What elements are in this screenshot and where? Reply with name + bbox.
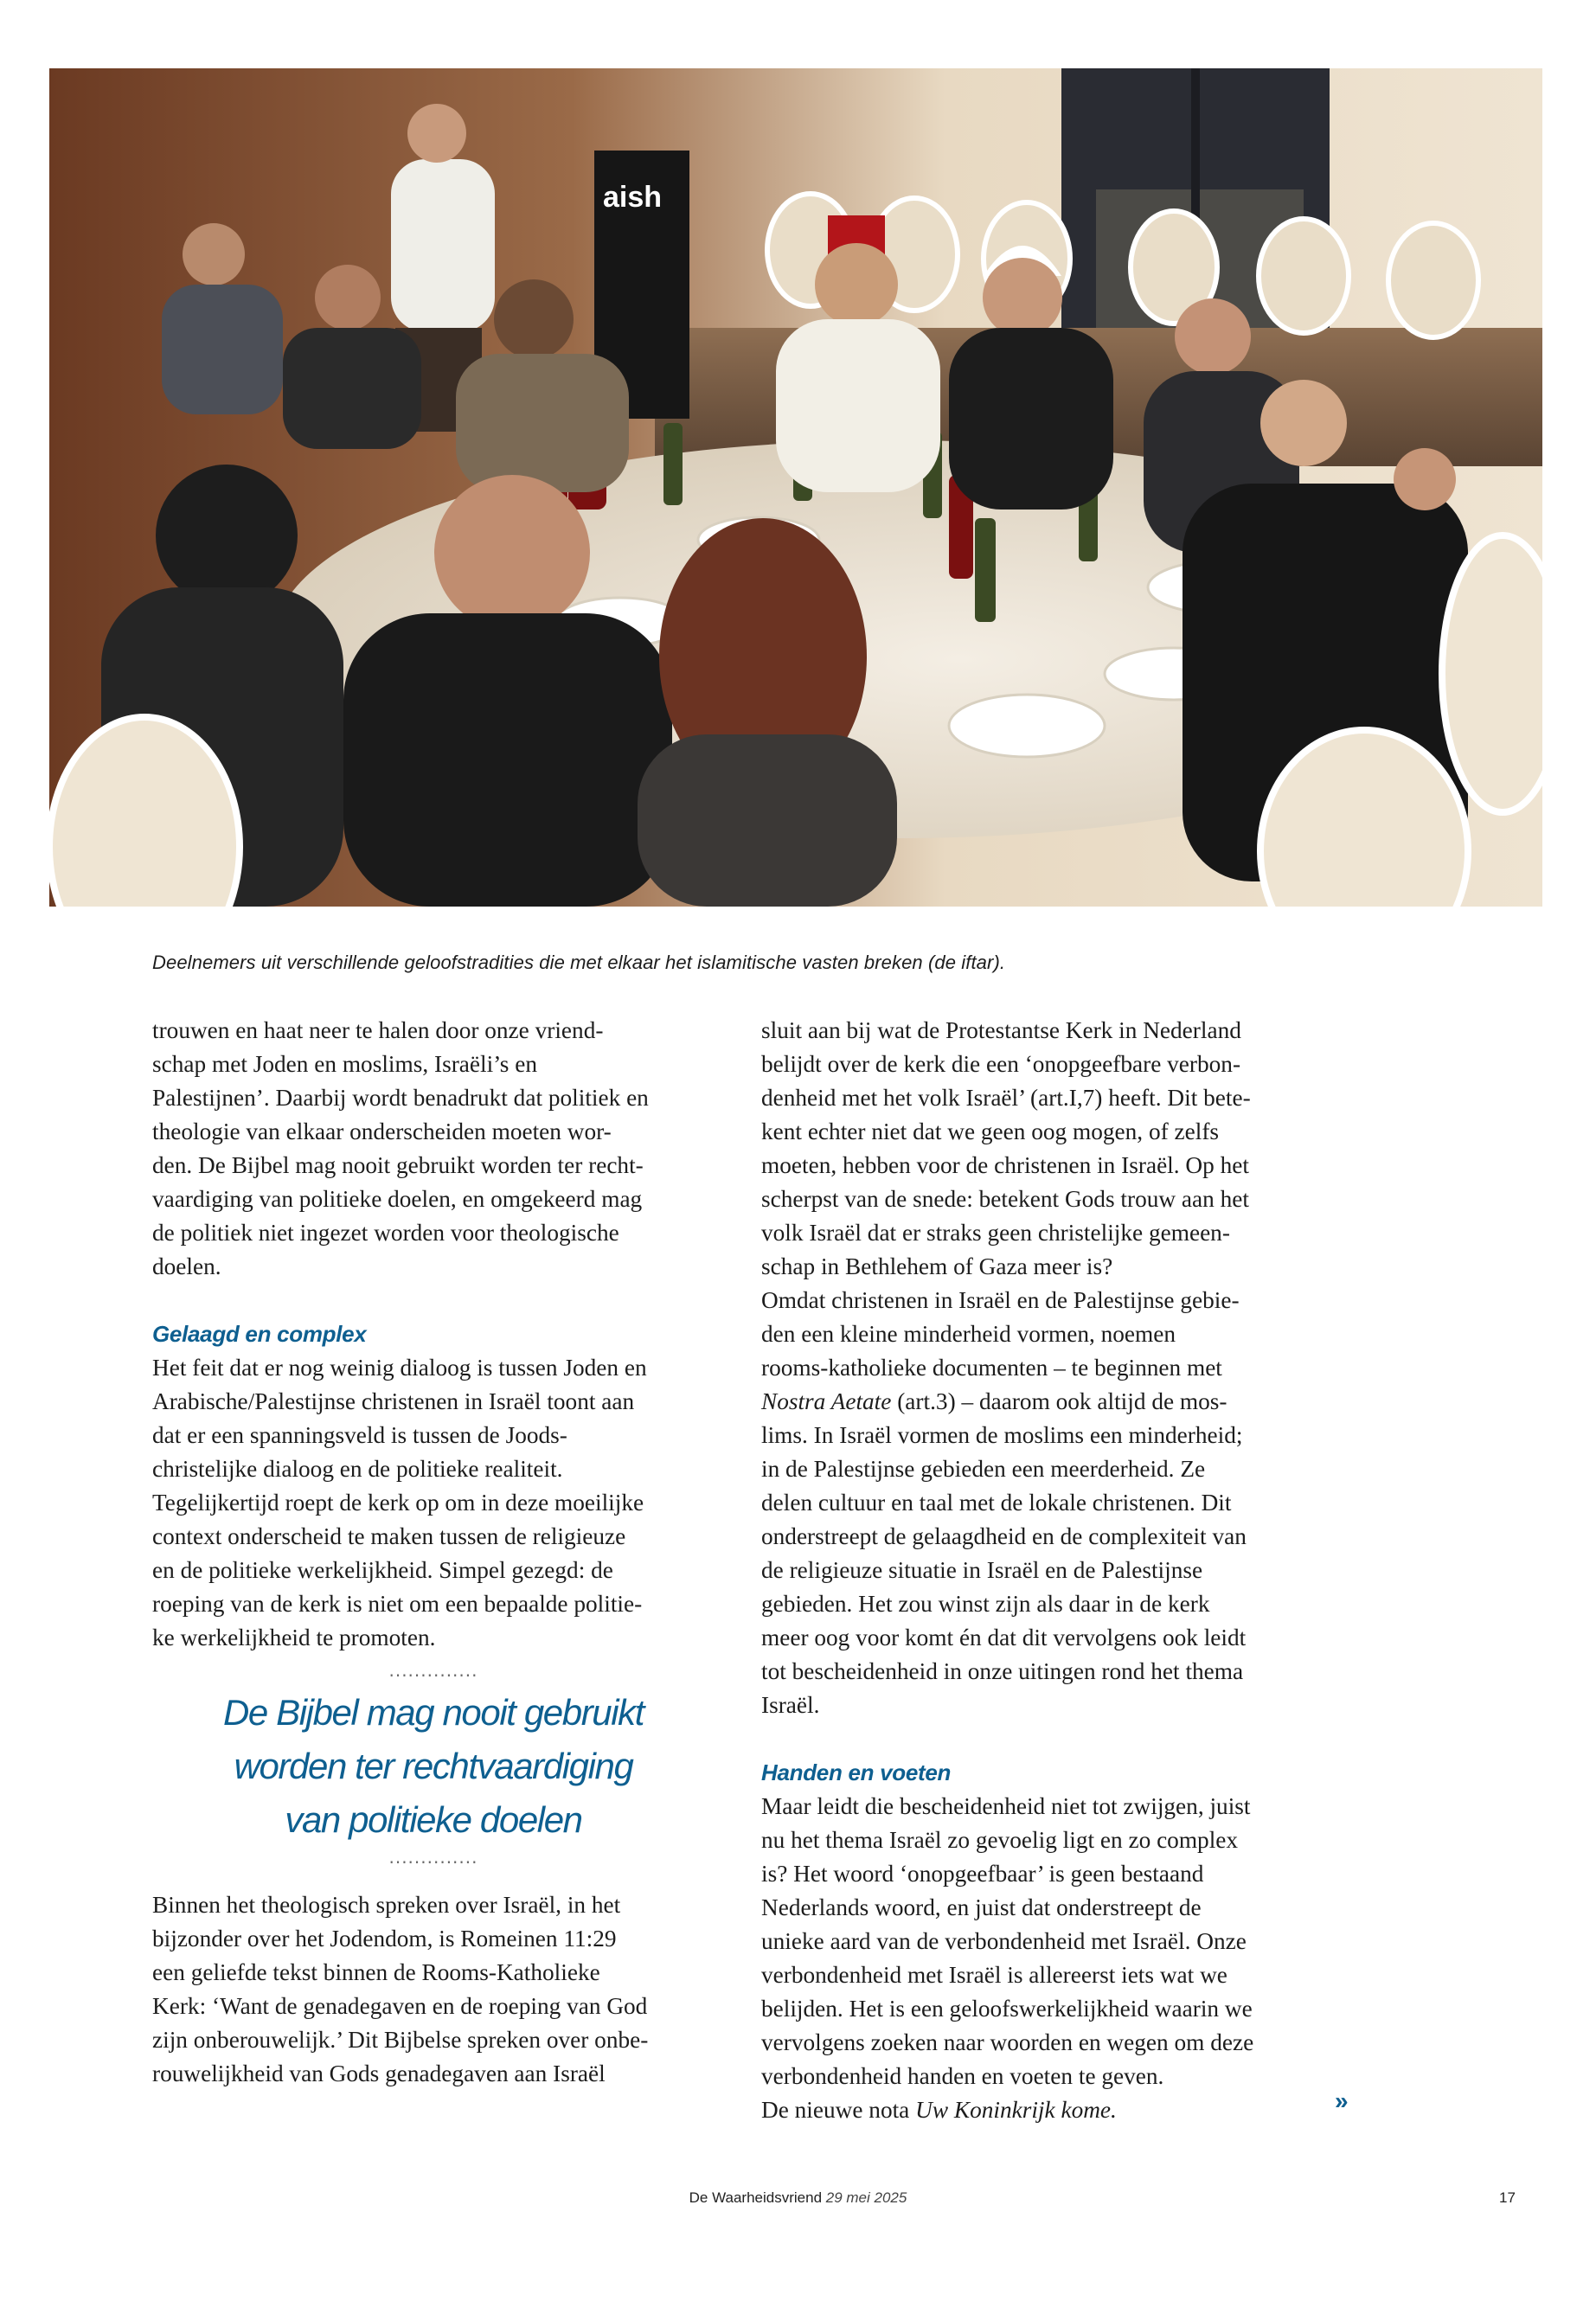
text-line: in de Palestijnse gebieden een meerderheid. Ze [761, 1456, 1206, 1482]
text-line: doelen. [152, 1253, 221, 1279]
text-line: schap met Joden en moslims, Israëli’s en [152, 1051, 538, 1077]
text-line: Palestijnen’. Daarbij wordt benadrukt dat politiek en [152, 1085, 649, 1111]
text-line: Kerk: ‘Want de genadegaven en de roeping van God [152, 1993, 648, 2019]
text-line: Nederlands woord, en juist dat onderstreept de [761, 1894, 1202, 1920]
left-paragraph-2 [152, 1351, 715, 1655]
text-line: de religieuze situatie in Israël en de Palestijnse [761, 1557, 1203, 1583]
text-line: en de politieke werkelijkheid. Simpel gezegd: de [152, 1557, 613, 1583]
text-line: gebieden. Het zou winst zijn als daar in de kerk [761, 1591, 1210, 1617]
section-heading-gelaagd: Gelaagd en complex [152, 1321, 367, 1347]
text-line: Binnen het theologisch spreken over Israël, in het [152, 1892, 621, 1918]
text-line: vaardiging van politieke doelen, en omgekeerd mag [152, 1186, 643, 1212]
nostra-aetate-title: Nostra Aetate [761, 1388, 892, 1414]
text-line: theologie van elkaar onderscheiden moeten wor- [152, 1118, 612, 1144]
publication-date: 29 mei 2025 [825, 2189, 907, 2206]
text-line: denheid met het volk Israël’ (art.I,7) heeft. Dit bete- [761, 1085, 1251, 1111]
text-fragment: De nieuwe nota [761, 2097, 916, 2123]
text-line: verbondenheid met Israël is allereerst iets wat we [761, 1962, 1227, 1988]
text-line: verbondenheid handen en voeten te geven. [761, 2063, 1164, 2089]
text-line: volk Israël dat er straks geen christelijke gemeen- [761, 1220, 1230, 1246]
text-line: delen cultuur en taal met de lokale christenen. Dit [761, 1490, 1232, 1516]
text-line-nostra [761, 1385, 1324, 1419]
text-line: onderstreept de gelaagdheid en de complexiteit van [761, 1523, 1247, 1549]
text-line: kent echter niet dat we geen oog mogen, of zelfs [761, 1118, 1220, 1144]
text-line: een geliefde tekst binnen de Rooms-Katholieke [152, 1959, 600, 1985]
text-line: schap in Bethlehem of Gaza meer is? [761, 1253, 1113, 1279]
continue-arrow-icon: » [1335, 2087, 1349, 2114]
text-line: Maar leidt die bescheidenheid niet tot zwijgen, juist [761, 1793, 1251, 1819]
text-line: trouwen en haat neer te halen door onze vriend- [152, 1017, 604, 1043]
page-footer [0, 2189, 1596, 2207]
text-fragment: (art.3) – daarom ook altijd de mos- [891, 1388, 1227, 1414]
text-line: rooms-katholieke documenten – te beginnen met [761, 1355, 1222, 1381]
text-line: sluit aan bij wat de Protestantse Kerk in Nederland [761, 1017, 1241, 1043]
text-line: nu het thema Israël zo gevoelig ligt en zo complex [761, 1827, 1239, 1853]
pull-quote [152, 1686, 715, 1847]
text-line: bijzonder over het Jodendom, is Romeinen 11:29 [152, 1926, 617, 1952]
text-line: Arabische/Palestijnse christenen in Israël toont aan [152, 1388, 635, 1414]
pull-quote-divider-top: .............. [388, 1660, 478, 1681]
publication-name: De Waarheidsvriend [689, 2189, 823, 2206]
text-line: scherpst van de snede: betekent Gods trouw aan het [761, 1186, 1249, 1212]
pull-quote-line: De Bijbel mag nooit gebruikt [222, 1692, 644, 1733]
text-line: christelijke dialoog en de politieke realiteit. [152, 1456, 563, 1482]
text-line: rouwelijkheid van Gods genadegaven aan Israël [152, 2061, 606, 2086]
nota-title: Uw Koninkrijk kome. [915, 2097, 1117, 2123]
text-line: Tegelijkertijd roept de kerk op om in deze moeilijke [152, 1490, 644, 1516]
text-line: moeten, hebben voor de christenen in Israël. Op het [761, 1152, 1249, 1178]
page-number: 17 [1499, 2189, 1516, 2206]
right-paragraph-2 [761, 1790, 1324, 2127]
text-line: Israël. [761, 1692, 820, 1718]
text-line: roeping van de kerk is niet om een bepaalde politie- [152, 1591, 643, 1617]
pull-quote-line: worden ter rechtvaardiging [234, 1746, 633, 1786]
left-column [152, 1014, 715, 2091]
pull-quote-line: van politieke doelen [285, 1799, 582, 1840]
text-line: de politiek niet ingezet worden voor theologische [152, 1220, 619, 1246]
text-line: Omdat christenen in Israël en de Palestijnse gebie- [761, 1287, 1240, 1313]
text-line: ke werkelijkheid te promoten. [152, 1625, 436, 1650]
text-line: belijden. Het is een geloofswerkelijkheid waarin we [761, 1996, 1253, 2022]
left-paragraph-3 [152, 1888, 715, 2091]
text-line: tot bescheidenheid in onze uitingen rond het thema [761, 1658, 1244, 1684]
photo-caption: Deelnemers uit verschillende geloofstradities die met elkaar het islamitische vasten breken (de iftar). [152, 952, 1006, 973]
text-line: vervolgens zoeken naar woorden en wegen om deze [761, 2029, 1254, 2055]
text-line: is? Het woord ‘onopgeefbaar’ is geen bestaand [761, 1861, 1204, 1887]
text-line: unieke aard van de verbondenheid met Israël. Onze [761, 1928, 1247, 1954]
right-column [761, 1014, 1324, 2127]
right-paragraph-1 [761, 1014, 1324, 1722]
text-line: context onderscheid te maken tussen de religieuze [152, 1523, 626, 1549]
text-line: dat er een spanningsveld is tussen de Joods- [152, 1422, 567, 1448]
text-line: den een kleine minderheid vormen, noemen [761, 1321, 1176, 1347]
section-heading-handen: Handen en voeten [761, 1759, 952, 1785]
text-line-last [761, 2093, 1324, 2127]
text-line: den. De Bijbel mag nooit gebruikt worden ter recht- [152, 1152, 644, 1178]
text-line: lims. In Israël vormen de moslims een minderheid; [761, 1422, 1243, 1448]
podium-logo: aish [603, 181, 663, 214]
text-line: zijn onberouwelijk.’ Dit Bijbelse spreken over onbe- [152, 2027, 649, 2053]
text-line: meer oog voor komt én dat dit vervolgens ook leidt [761, 1625, 1247, 1650]
article-photo [49, 68, 1542, 907]
iftar-photo-illustration [49, 68, 1542, 907]
pull-quote-divider-bottom: .............. [388, 1847, 478, 1868]
left-paragraph-1 [152, 1014, 715, 1284]
text-line: belijdt over de kerk die een ‘onopgeefbare verbon- [761, 1051, 1241, 1077]
text-line: Het feit dat er nog weinig dialoog is tussen Joden en [152, 1355, 647, 1381]
